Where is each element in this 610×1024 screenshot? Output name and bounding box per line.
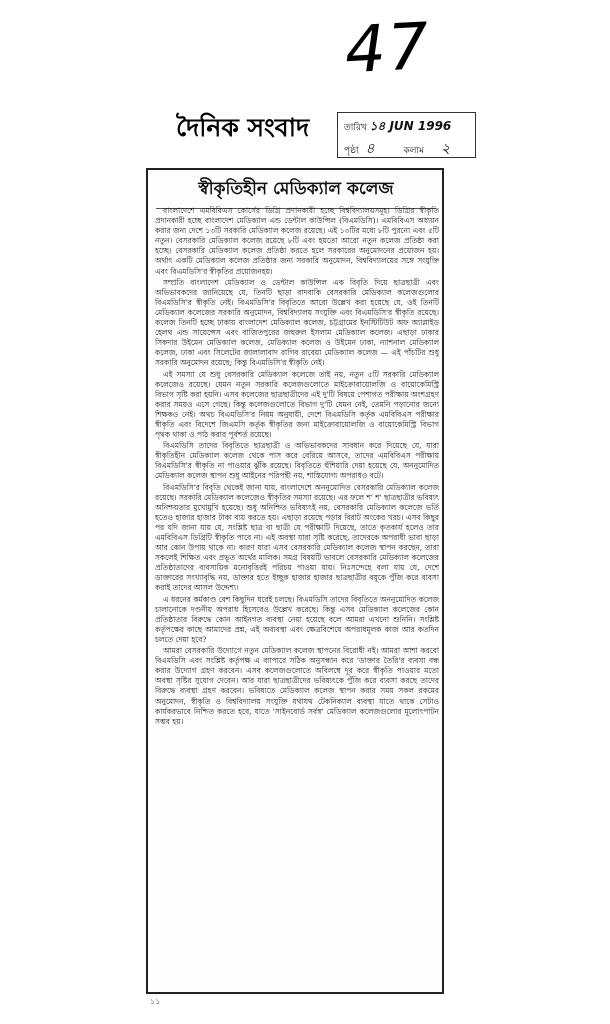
page-label: পৃষ্ঠা — [344, 146, 359, 156]
newspaper-clipping — [146, 168, 444, 994]
article-paragraph: আমরা বেসরকারি উদ্যোগে নতুন মেডিক্যাল কলেজ স্থাপনের বিরোধী নই। আমরা আশা করবো বিএমডিসি এবং সংশ্লিষ্ট কর্তৃপক্ষ এ ব্যাপারে সঠিক অনুসন্ধান করে 'ডাক্তার তৈরি'র ব্যবসা বন্ধ করার উদ্যোগ গ্রহণ করবেন। এসব কলেজগুলোতে অবিলম্বে দূর করে স্বীকৃতি পাওয়ার মতো অবস্থা সৃষ্টির সুযোগ দেবেন। আর যারা ছাত্রছাত্রীদের ভবিষ্যৎকে পুঁজি করে ব্যবসা করছে তাদের বিরুদ্ধে ব্যবস্থা গ্রহণ করবেন। ভবিষ্যতে মেডিক্যাল কলেজ স্থাপন করার সময় সকল রকমের অনুমোদন, স্বীকৃতি ও বিশ্ববিদ্যালয় সংযুক্তি যথাযথ টেকনিক্যাল ব্যবস্থা যাতে থাকে সেটাও কার্যকরভাবে নিশ্চিত করতে হবে, যাতে 'সাইনবোর্ড সর্বস্ব' মেডিক্যাল কলেজগুলোর মূলোৎপাটন সম্ভব হয়। — [155, 646, 439, 726]
article-paragraph: বিএমডিসি'র বিবৃতি থেকেই জানা যায়, বাংলাদেশে অননুমোদিত বেসরকারি মেডিক্যাল কলেজ রয়েছে। সরকারি মেডিক্যাল কলেজেও স্বীকৃতির সমস্যা রয়েছে। এর ফলে শ' শ' ছাত্রছাত্রীর ভবিষ্যৎ অনিশ্চয়তার মুখোমুখি হয়েছে। শুধু অনিশ্চিত ভবিষ্যৎই নয়, বেসরকারি মেডিক্যাল কলেজে ভর্তি হতেও হাজার হাজার টাকা ব্যয় করতে হয়। এছাড়া রয়েছে পড়ার বিরাট অংকের খরচ। এসব কিছুর পর যদি জানা যায় যে, সংশ্লিষ্ট ছাত্র বা ছাত্রী যে পরীক্ষাটি দিয়েছে, তাতে কৃতকার্য হলেও তার এমবিবিএস ডিগ্রিটি স্বীকৃতি পাবে না। এই অবস্থা যারা সৃষ্টি করেছে, তাদেরকে অপরাধী ভাবা ছাড়া আর কোন উপায় থাকে না। কারণ যারা এসব বেসরকারি মেডিক্যাল কলেজ স্থাপন করছেন, তারা সকলেই শিক্ষিত এবং প্রভূত অর্থের মালিক। সমগ্র বিষয়টি ভাবলে বেসরকারি মেডিক্যাল কলেজের প্রতিষ্ঠাতাদের ব্যবসায়িক মনোবৃত্তিরই পরিচয় পাওয়া যায়। নিঃসন্দেহে বলা যায় যে, দেশে ডাক্তারের সংখ্যাবৃদ্ধি নয়, ডাক্তার হতে ইচ্ছুক হাজার হাজার ছাত্রছাত্রীর বয়ূকে পুঁজি করে ব্যবসা করাই তাদের আসল উদ্দেশ্য। — [155, 482, 439, 593]
stamp-page-row — [344, 137, 450, 161]
newspaper-masthead: দৈনিক সংবাদ — [176, 113, 310, 142]
article-paragraph: বিএমডিসি তাদের বিবৃতিতে ছাত্রছাত্রী ও অভিভাবকদের সাবধান করে দিয়েছে যে, যারা স্বীকৃতিহীন মেডিক্যাল কলেজ থেকে পাস করে বেরিয়ে আসবে, তাদের এমবিবিএস পরীক্ষায় বিএমডিসি'র স্বীকৃতি না পাওয়ার ঝুঁকি রয়েছে। বিবৃতিতে হুঁশিয়ারি দেয়া হয়েছে যে, অননুমোদিত মেডিক্যাল কলেজ স্থাপন শুধু আইনের পরিপন্থী নয়, শাস্তিযোগ্য অপরাধও বটে। — [155, 441, 439, 481]
article-paragraph: সম্প্রতি বাংলাদেশ মেডিক্যাল ও ডেন্টাল কাউন্সিল এক বিবৃতি দিয়ে ছাত্রছাত্রী এবং অভিভাবকদের জানিয়েছে যে, তিনটি ছাড়া বাদবাকি বেসরকারি মেডিক্যাল কলেজগুলোর বিএমডিসি'র স্বীকৃতি নেই। বিএমডিসি'র বিবৃতিতে আরো উল্লেখ করা হয়েছে যে, ওই তিনটি মেডিক্যাল কলেজের সরকারি অনুমোদন, বিশ্ববিদ্যালয় সংযুক্তি এবং বিএমডিসি'র স্বীকৃতি রয়েছে। কলেজ তিনটি হচ্ছে ঢাকায় বাংলাদেশ মেডিক্যাল কলেজ, চট্টগ্রামের ইনস্টিটিউট অফ অ্যাপ্লাইড হেলথ এন্ড সায়েন্সেস এবং বাজিতপুরের জহুরুল ইসলাম মেডিক্যাল কলেজ। এছাড়া ঢাকার সিকদার উইমেন মেডিক্যাল কলেজ, মেডিক্যাল কলেজ ও উইমেন ঢাকা, ন্যাশনাল মেডিক্যাল কলেজ, ঢাকা এবং সিলেটের জালালাবাদ রাগিব রাবেয়া মেডিক্যাল কলেজ — এই পাঁচটির শুধু সরকারি অনুমোদন রয়েছে; কিন্তু বিএমডিসি'র স্বীকৃতি নেই। — [155, 277, 439, 368]
date-stamp — [337, 112, 476, 158]
column-value: ২ — [440, 141, 451, 157]
article-paragraph: বাংলাদেশে এমবিবিএস কোর্সের ডিগ্রি প্রদানকারী হচ্ছে বিশ্ববিদ্যালয়সমূহ। ডিগ্রির স্বীকৃতি প্রদানকারী হচ্ছে বাংলাদেশ মেডিক্যাল এন্ড ডেন্টাল কাউন্সিল (বিএমডিসি)। এমবিবিএস অধ্যয়ন করার জন্য দেশে ১৩টি সরকারি মেডিক্যাল কলেজ রয়েছে। এই ১৩টির মধ্যে ৮টি পুরনো এবং ৫টি নতুন। বেসরকারি মেডিক্যাল কলেজ রয়েছে ৮টি এবং হয়তো আরো নতুন কলেজ প্রতিষ্ঠা করা হচ্ছে। বেসরকারি মেডিক্যাল কলেজ প্রতিষ্ঠা করতে হলে সরকারের অনুমোদনের প্রয়োজন হয়। অর্থাৎ একটি মেডিক্যাল কলেজ প্রতিষ্ঠার জন্য সরকারি অনুমোদন, বিশ্ববিদ্যালয়ের সঙ্গে সংযুক্তি এবং বিএমডিসি'র স্বীকৃতির প্রয়োজনহয়। — [155, 206, 439, 276]
page-value: ৪ — [365, 141, 375, 157]
date-label: তারিখ — [344, 123, 367, 133]
article-headline: স্বীকৃতিহীন মেডিক্যাল কলেজ — [156, 176, 436, 209]
stamp-date-row — [344, 118, 451, 138]
page-mark: ১১ — [150, 997, 161, 1006]
column-label: কলাম — [403, 146, 425, 156]
article-paragraph: এই সমস্যা যে শুধু বেসরকারি মেডিক্যাল কলেজে তাই নয়, নতুন ৫টি সরকারি মেডিক্যাল কলেজেও রয়েছে। যেমন নতুন সরকারি কলেজগুলোতে মাইক্রোবায়োলজি ও বায়োকেমিস্ট্রি বিভাগ সৃষ্টি করা হয়নি। এসব কলেজের ছাত্রছাত্রীদের এই দু'টি বিষয়ে পেশাগত পরীক্ষায় অংশগ্রহণ করার সময়ও এসে গেছে। কিন্তু কলেজগুলোতে বিভাগ দু'টি যেমন নেই, তেমনি পড়ানোর জন্যে শিক্ষকও নেই। অথচ বিএমডিসি'র নিয়ম অনুযায়ী, দেশে বিএমডিসি কর্তৃক এমবিবিএস পরীক্ষার স্বীকৃতি এবং বিদেশে জিএমসি কর্তৃক স্বীকৃতির জন্য মাইক্রোবায়োলজি ও বায়োকেমিস্ট্রি বিভাগ পৃথক থাকা ও পাঠ করার পূর্বশর্ত রয়েছে। — [155, 369, 439, 440]
date-value: ১৪ JUN 1996 — [369, 119, 452, 133]
archive-number: 47 — [343, 9, 433, 89]
article-body — [155, 206, 439, 986]
article-paragraph: এ ধরনের কর্মকাণ্ড বেশ কিছুদিন ধরেই চলছে। বিএমডিসি তাদের বিবৃতিতে অননুমোদিত কলেজ চালানোকে দণ্ডনীয় অপরাধ হিসেবেও উল্লেখ করেছে। কিন্তু এসব মেডিক্যাল কলেজের কোন প্রতিষ্ঠাতার বিরুদ্ধে কোন আইনগত ব্যবস্থা নেয়া হয়েছে বলে আমরা এখনো শুনিনি। সংশ্লিষ্ট কর্তৃপক্ষের কাছে আমাদের প্রশ্ন, এই অব্যবস্থা এবং ক্ষেত্রবিশেষে অপরাধমূলক কাজ আর কতদিন চলতে দেয়া হবে? — [155, 594, 439, 644]
